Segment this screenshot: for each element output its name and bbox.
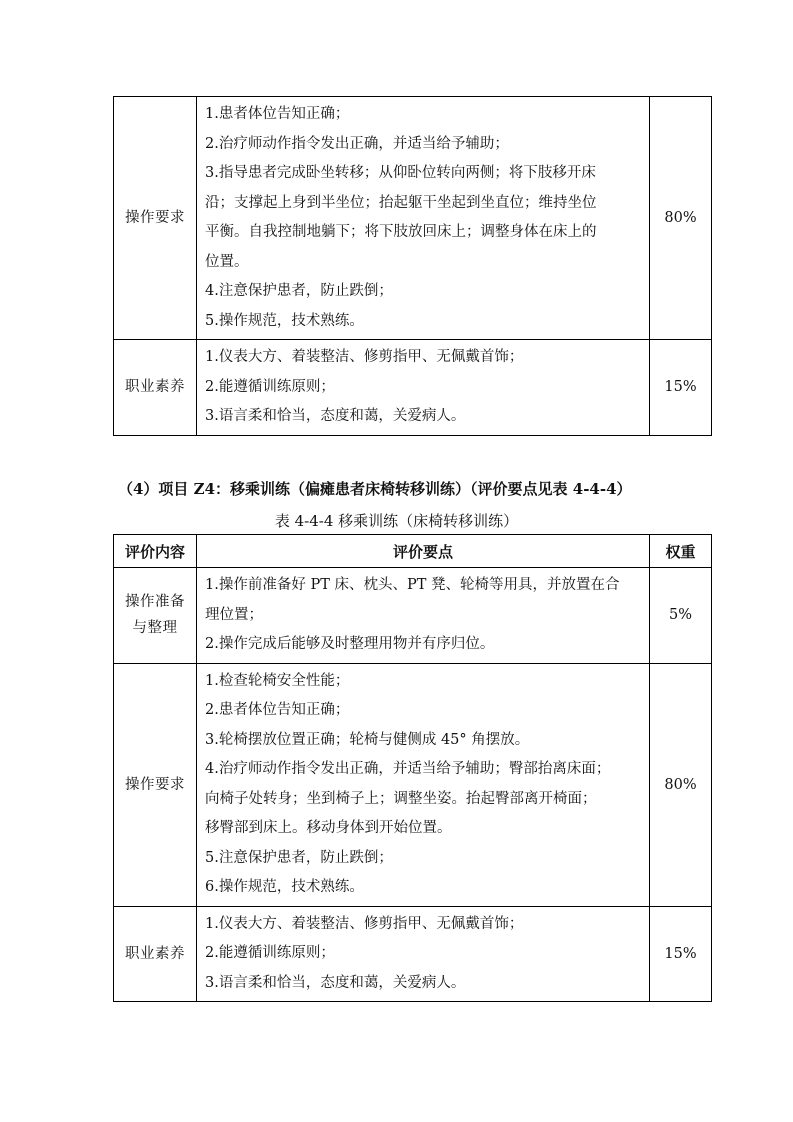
criteria-cell [197,906,650,1002]
category-line: 操作准备 [125,594,185,611]
table-row [114,340,712,436]
category-cell: 职业素养 [114,340,197,436]
weight-cell: 15% [650,340,712,436]
category-cell [114,663,197,906]
table-caption: 表 4-4-4 移乘训练（床椅转移训练） [274,512,519,530]
table-row [114,97,712,340]
table-row [114,906,712,1002]
column-header: 评价要点 [197,535,650,568]
criteria-line: 3.指导患者完成卧坐转移；从仰卧位转向两侧；将下肢移开床 [205,165,596,181]
criteria-line: 3.语言柔和恰当，态度和蔼，关爱病人。 [205,408,466,424]
criteria-line: 1.检查轮椅安全性能； [205,672,350,689]
category-cell [114,906,197,1002]
criteria-line: 2.治疗师动作指令发出正确，并适当给予辅助； [205,135,509,152]
criteria-line: 向椅子处转身；坐到椅子上；调整坐姿。抬起臀部离开椅面； [205,790,597,807]
criteria-line: 2.患者体位告知正确； [205,702,350,718]
weight-cell: 80% [650,663,712,906]
criteria-line: 5.操作规范，技术熟练。 [205,312,364,329]
criteria-line: 2.操作完成后能够及时整理用物并有序归位。 [205,636,495,652]
table-row [114,568,712,664]
column-header: 权重 [650,535,712,568]
section-heading: （4）项目 Z4：移乘训练（偏瘫患者床椅转移训练）（评价要点见表 4-4-4） [118,480,632,498]
criteria-cell [197,97,650,340]
criteria-line: 1.患者体位告知正确； [205,106,350,122]
column-header: 评价内容 [114,535,197,568]
criteria-line: 2.能遵循训练原则； [205,378,335,395]
criteria-cell [197,568,650,664]
category-line: 职业素养 [125,945,185,962]
category-line: 操作要求 [125,776,185,793]
criteria-line: 5.注意保护患者，防止跌倒； [205,849,393,866]
criteria-line: 理位置； [205,606,263,623]
criteria-line: 1.仪表大方、着装整洁、修剪指甲、无佩戴首饰； [205,349,524,365]
criteria-cell [197,340,650,436]
criteria-line: 1.仪表大方、着装整洁、修剪指甲、无佩戴首饰； [205,915,524,932]
criteria-line: 6.操作规范，技术熟练。 [205,879,364,895]
criteria-line: 2.能遵循训练原则； [205,945,335,961]
criteria-line: 4.治疗师动作指令发出正确，并适当给予辅助；臀部抬离床面； [205,761,611,777]
criteria-line: 位置。 [205,253,249,270]
criteria-line: 移臀部到床上。移动身体到开始位置。 [205,820,452,836]
category-cell [114,568,197,664]
criteria-cell [197,663,650,906]
weight-cell: 80% [650,97,712,340]
assessment-table-continued [113,96,712,436]
criteria-line: 3.语言柔和恰当，态度和蔼，关爱病人。 [205,974,466,991]
category-cell: 操作要求 [114,97,197,340]
criteria-line: 4.注意保护患者，防止跌倒； [205,283,393,299]
table-header-row [114,535,712,568]
table-row [114,663,712,906]
category-line: 与整理 [132,620,178,637]
assessment-table [113,534,712,1002]
weight-cell: 15% [650,906,712,1002]
criteria-line: 3.轮椅摆放位置正确；轮椅与健侧成 45° 角摆放。 [205,731,530,748]
criteria-line: 1.操作前准备好 PT 床、枕头、PT 凳、轮椅等用具，并放置在合 [205,577,620,593]
criteria-line: 沿；支撑起上身到半坐位；抬起躯干坐起到坐直位；维持坐位 [205,194,597,211]
weight-cell: 5% [650,568,712,664]
criteria-line: 平衡。自我控制地躺下；将下肢放回床上；调整身体在床上的 [205,224,597,240]
